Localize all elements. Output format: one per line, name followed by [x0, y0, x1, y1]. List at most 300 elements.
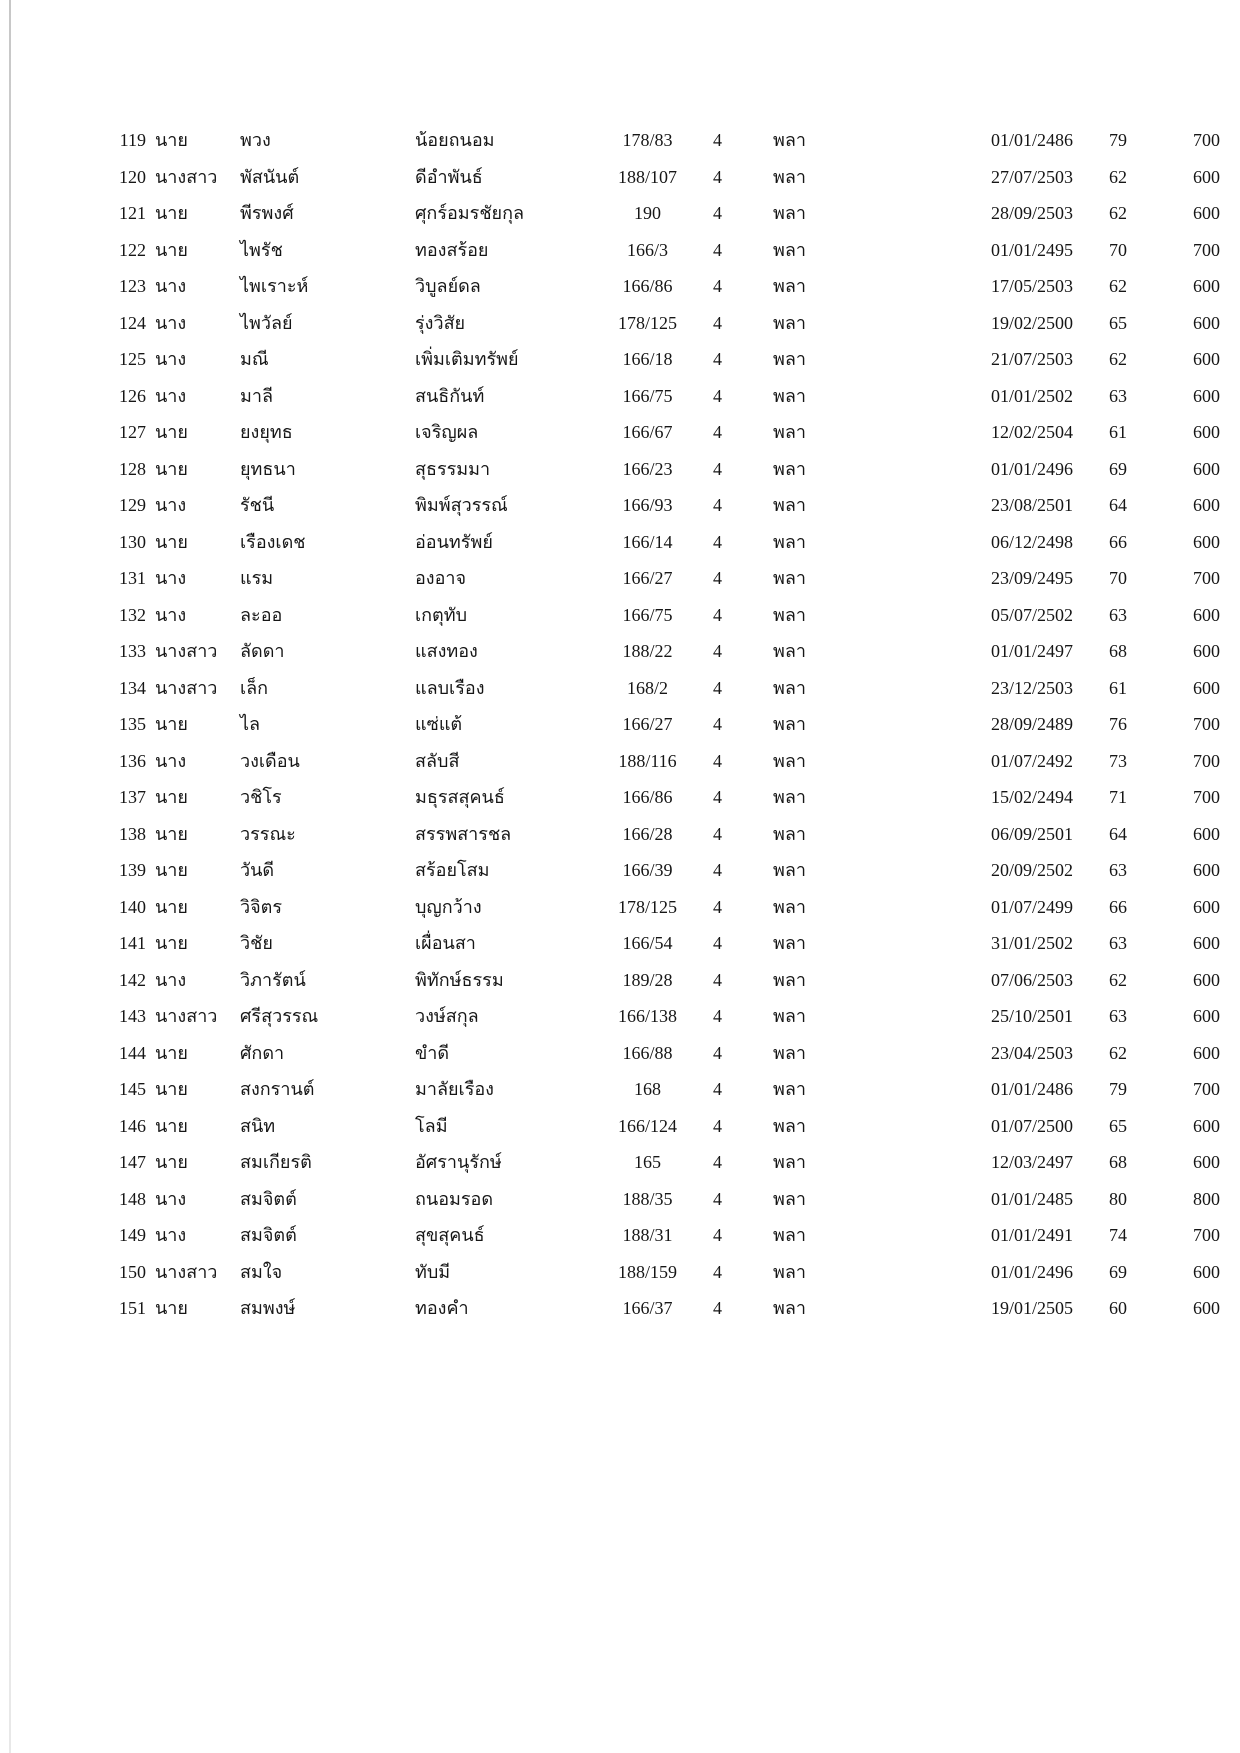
cell-amount: 600 — [1193, 969, 1220, 990]
cell-village: พลา — [772, 1188, 806, 1209]
cell-last-name: สนธิกันท์ — [415, 385, 485, 406]
cell-village: พลา — [772, 385, 806, 406]
cell-amount: 700 — [1193, 239, 1220, 260]
cell-first-name: มณี — [240, 349, 269, 369]
cell-last-name: องอาจ — [415, 568, 467, 588]
cell-age: 63 — [1109, 860, 1127, 880]
cell-amount: 600 — [1193, 495, 1220, 515]
cell-age: 62 — [1109, 203, 1127, 223]
cell-birth-date: 23/09/2495 — [990, 568, 1073, 588]
cell-age: 76 — [1109, 714, 1127, 734]
table-row — [0, 743, 1240, 780]
cell-village: พลา — [772, 130, 806, 150]
cell-house-no: 188/159 — [617, 1261, 677, 1282]
cell-last-name: สุขสุคนธ์ — [415, 1225, 485, 1245]
cell-title: นาง — [155, 969, 187, 990]
cell-age: 61 — [1109, 677, 1127, 698]
cell-moo: 4 — [713, 641, 722, 661]
cell-no: 134 — [119, 677, 146, 698]
cell-no: 128 — [119, 458, 146, 479]
cell-last-name: บุญกว้าง — [415, 896, 482, 917]
cell-house-no: 166/18 — [622, 349, 673, 369]
cell-last-name: อ่อนทรัพย์ — [415, 531, 493, 552]
cell-first-name: รัชนี — [240, 495, 275, 515]
cell-birth-date: 01/07/2500 — [990, 1115, 1073, 1136]
cell-village: พลา — [772, 276, 806, 296]
cell-title: นาย — [155, 1298, 188, 1318]
cell-first-name: ยุทธนา — [240, 458, 296, 479]
cell-village: พลา — [772, 568, 806, 588]
cell-age: 63 — [1109, 933, 1127, 953]
cell-house-no: 189/28 — [622, 969, 673, 990]
cell-no: 119 — [119, 130, 146, 150]
cell-last-name: แลบเรือง — [415, 677, 485, 698]
cell-amount: 600 — [1193, 860, 1220, 880]
cell-moo: 4 — [713, 1115, 722, 1136]
cell-moo: 4 — [713, 239, 722, 260]
table-row — [0, 487, 1240, 524]
cell-title: นาย — [155, 1152, 188, 1172]
cell-amount: 600 — [1193, 933, 1220, 953]
table-row — [0, 706, 1240, 743]
cell-first-name: มาลี — [240, 385, 274, 406]
cell-house-no: 166/27 — [622, 714, 673, 734]
cell-age: 63 — [1109, 1006, 1127, 1026]
cell-birth-date: 28/09/2489 — [990, 714, 1073, 734]
cell-amount: 600 — [1193, 1006, 1220, 1026]
cell-first-name: แรม — [240, 568, 274, 588]
cell-last-name: ขำดี — [415, 1042, 450, 1063]
cell-first-name: วงเดือน — [240, 750, 300, 771]
cell-amount: 700 — [1193, 1225, 1220, 1245]
cell-amount: 600 — [1193, 385, 1220, 406]
cell-moo: 4 — [713, 1298, 722, 1318]
cell-last-name: ดีอำพันธ์ — [415, 166, 483, 187]
cell-age: 70 — [1109, 239, 1127, 260]
cell-first-name: ไล — [240, 714, 261, 734]
cell-moo: 4 — [713, 750, 722, 771]
cell-no: 144 — [119, 1042, 146, 1063]
cell-village: พลา — [772, 1152, 806, 1172]
cell-last-name: สร้อยโสม — [415, 860, 490, 880]
cell-village: พลา — [772, 458, 806, 479]
table-row — [0, 779, 1240, 816]
cell-age: 65 — [1109, 312, 1127, 333]
cell-first-name: สมจิตต์ — [240, 1188, 297, 1209]
cell-moo: 4 — [713, 787, 722, 807]
cell-village: พลา — [772, 531, 806, 552]
cell-birth-date: 01/01/2496 — [990, 1261, 1073, 1282]
cell-first-name: เล็ก — [240, 677, 269, 698]
table-row — [0, 597, 1240, 634]
cell-no: 129 — [119, 495, 146, 515]
cell-first-name: สมเกียรติ — [240, 1152, 312, 1172]
cell-house-no: 166/75 — [622, 385, 673, 406]
cell-amount: 600 — [1193, 312, 1220, 333]
name-list-table — [0, 122, 1240, 1327]
table-row — [0, 816, 1240, 853]
cell-moo: 4 — [713, 276, 722, 296]
cell-title: นาย — [155, 896, 188, 917]
cell-no: 141 — [119, 933, 146, 953]
cell-first-name: ยงยุทธ — [240, 422, 293, 442]
cell-house-no: 188/116 — [618, 750, 677, 771]
cell-title: นาย — [155, 714, 188, 734]
cell-no: 132 — [119, 604, 146, 625]
cell-age: 62 — [1109, 969, 1127, 990]
cell-village: พลา — [772, 896, 806, 917]
cell-amount: 600 — [1193, 604, 1220, 625]
cell-last-name: สลับสี — [415, 750, 460, 771]
table-row — [0, 925, 1240, 962]
cell-amount: 600 — [1193, 677, 1220, 698]
cell-age: 66 — [1109, 896, 1127, 917]
cell-first-name: ศักดา — [240, 1042, 285, 1063]
cell-village: พลา — [772, 312, 806, 333]
cell-village: พลา — [772, 677, 806, 698]
cell-house-no: 188/35 — [622, 1188, 673, 1209]
cell-age: 68 — [1109, 641, 1127, 661]
cell-age: 73 — [1109, 750, 1127, 771]
cell-no: 121 — [119, 203, 146, 223]
cell-last-name: แซ่แต้ — [415, 714, 463, 734]
cell-title: นางสาว — [155, 166, 218, 187]
cell-last-name: โลมี — [415, 1115, 448, 1136]
cell-last-name: แสงทอง — [415, 641, 478, 661]
cell-moo: 4 — [713, 458, 722, 479]
cell-title: นาย — [155, 933, 188, 953]
cell-village: พลา — [772, 969, 806, 990]
cell-house-no: 188/22 — [622, 641, 673, 661]
cell-last-name: รุ่งวิสัย — [415, 312, 466, 333]
cell-village: พลา — [772, 1042, 806, 1063]
cell-age: 64 — [1109, 823, 1127, 844]
table-row — [0, 378, 1240, 415]
cell-no: 123 — [119, 276, 146, 296]
cell-amount: 700 — [1193, 568, 1220, 588]
cell-first-name: สมใจ — [240, 1261, 283, 1282]
cell-moo: 4 — [713, 969, 722, 990]
cell-moo: 4 — [713, 933, 722, 953]
cell-age: 62 — [1109, 166, 1127, 187]
table-row — [0, 341, 1240, 378]
cell-last-name: มาลัยเรือง — [415, 1079, 494, 1099]
cell-house-no: 165 — [634, 1152, 661, 1172]
cell-house-no: 166/86 — [622, 787, 673, 807]
cell-village: พลา — [772, 495, 806, 515]
cell-birth-date: 01/01/2497 — [990, 641, 1073, 661]
table-row — [0, 524, 1240, 561]
cell-village: พลา — [772, 239, 806, 260]
cell-moo: 4 — [713, 385, 722, 406]
cell-moo: 4 — [713, 203, 722, 223]
table-row — [0, 889, 1240, 926]
cell-amount: 600 — [1193, 1298, 1220, 1318]
table-row — [0, 232, 1240, 269]
cell-title: นาย — [155, 203, 188, 223]
cell-last-name: พิทักษ์ธรรม — [415, 969, 504, 990]
cell-house-no: 168/2 — [626, 677, 668, 698]
table-row — [0, 159, 1240, 196]
cell-birth-date: 01/07/2492 — [990, 750, 1073, 771]
cell-age: 63 — [1109, 385, 1127, 406]
cell-house-no: 166/28 — [622, 823, 673, 844]
cell-village: พลา — [772, 1261, 806, 1282]
cell-no: 142 — [119, 969, 146, 990]
cell-age: 62 — [1109, 276, 1127, 296]
cell-title: นาย — [155, 531, 188, 552]
cell-age: 74 — [1109, 1225, 1127, 1245]
cell-birth-date: 15/02/2494 — [990, 787, 1073, 807]
cell-village: พลา — [772, 860, 806, 880]
cell-house-no: 166/14 — [622, 531, 673, 552]
cell-no: 124 — [119, 312, 146, 333]
cell-birth-date: 12/03/2497 — [990, 1152, 1073, 1172]
cell-birth-date: 01/01/2486 — [990, 1079, 1073, 1099]
cell-village: พลา — [772, 787, 806, 807]
cell-village: พลา — [772, 166, 806, 187]
cell-house-no: 166/27 — [622, 568, 673, 588]
cell-birth-date: 01/01/2485 — [990, 1188, 1073, 1209]
cell-no: 143 — [119, 1006, 146, 1026]
cell-title: นางสาว — [155, 677, 218, 698]
cell-amount: 600 — [1193, 203, 1220, 223]
cell-moo: 4 — [713, 166, 722, 187]
cell-village: พลา — [772, 203, 806, 223]
cell-last-name: ทับมี — [415, 1261, 451, 1282]
table-row — [0, 1108, 1240, 1145]
table-row — [0, 852, 1240, 889]
cell-last-name: วิบูลย์ดล — [415, 276, 481, 296]
cell-birth-date: 05/07/2502 — [990, 604, 1073, 625]
cell-house-no: 166/86 — [622, 276, 673, 296]
cell-last-name: เผื่อนสา — [415, 933, 476, 953]
cell-first-name: พีรพงศ์ — [240, 203, 294, 223]
cell-last-name: อัศรานุรักษ์ — [415, 1152, 502, 1172]
table-row — [0, 998, 1240, 1035]
cell-amount: 700 — [1193, 130, 1220, 150]
cell-title: นาย — [155, 458, 188, 479]
cell-moo: 4 — [713, 1225, 722, 1245]
cell-amount: 600 — [1193, 531, 1220, 552]
cell-age: 68 — [1109, 1152, 1127, 1172]
cell-moo: 4 — [713, 1152, 722, 1172]
cell-moo: 4 — [713, 312, 722, 333]
cell-no: 120 — [119, 166, 146, 187]
cell-village: พลา — [772, 823, 806, 844]
cell-age: 79 — [1109, 130, 1127, 150]
table-row — [0, 195, 1240, 232]
cell-title: นาย — [155, 787, 188, 807]
table-row — [0, 670, 1240, 707]
cell-amount: 700 — [1193, 750, 1220, 771]
cell-age: 63 — [1109, 604, 1127, 625]
cell-no: 122 — [119, 239, 146, 260]
cell-title: นาง — [155, 604, 187, 625]
cell-birth-date: 31/01/2502 — [990, 933, 1073, 953]
cell-title: นาง — [155, 1188, 187, 1209]
cell-village: พลา — [772, 1225, 806, 1245]
cell-village: พลา — [772, 1006, 806, 1026]
cell-village: พลา — [772, 714, 806, 734]
cell-moo: 4 — [713, 714, 722, 734]
cell-first-name: วิจิตร — [240, 896, 283, 917]
cell-no: 126 — [119, 385, 146, 406]
cell-title: นางสาว — [155, 1261, 218, 1282]
cell-amount: 600 — [1193, 823, 1220, 844]
cell-title: นาง — [155, 495, 187, 515]
cell-amount: 600 — [1193, 1152, 1220, 1172]
cell-house-no: 188/107 — [617, 166, 677, 187]
cell-first-name: วิชัย — [240, 933, 273, 953]
cell-title: นาง — [155, 750, 187, 771]
cell-birth-date: 12/02/2504 — [990, 422, 1073, 442]
cell-village: พลา — [772, 750, 806, 771]
cell-amount: 800 — [1193, 1188, 1220, 1209]
table-row — [0, 1181, 1240, 1218]
cell-birth-date: 23/08/2501 — [990, 495, 1073, 515]
cell-title: นาย — [155, 1079, 188, 1099]
table-row — [0, 1035, 1240, 1072]
cell-house-no: 166/67 — [622, 422, 673, 442]
cell-first-name: วิภารัตน์ — [240, 969, 306, 990]
cell-first-name: พัสนันต์ — [240, 166, 300, 187]
cell-no: 133 — [119, 641, 146, 661]
cell-last-name: ศุกร์อมรชัยกุล — [415, 203, 525, 223]
cell-house-no: 188/31 — [622, 1225, 673, 1245]
cell-house-no: 166/138 — [617, 1006, 677, 1026]
cell-village: พลา — [772, 641, 806, 661]
cell-age: 69 — [1109, 458, 1127, 479]
table-row — [0, 1254, 1240, 1291]
cell-first-name: ไพเราะห์ — [240, 276, 309, 296]
table-row — [0, 305, 1240, 342]
cell-moo: 4 — [713, 495, 722, 515]
cell-no: 137 — [119, 787, 146, 807]
cell-last-name: ถนอมรอด — [415, 1188, 494, 1209]
cell-title: นางสาว — [155, 641, 218, 661]
cell-title: นาย — [155, 1042, 188, 1063]
cell-house-no: 166/23 — [622, 458, 673, 479]
cell-moo: 4 — [713, 1006, 722, 1026]
cell-moo: 4 — [713, 677, 722, 698]
cell-title: นาย — [155, 1115, 188, 1136]
cell-birth-date: 06/12/2498 — [990, 531, 1073, 552]
cell-no: 138 — [119, 823, 146, 844]
table-row — [0, 451, 1240, 488]
cell-moo: 4 — [713, 1188, 722, 1209]
cell-amount: 600 — [1193, 166, 1220, 187]
table-row — [0, 122, 1240, 159]
cell-last-name: สรรพสารชล — [415, 823, 512, 844]
cell-first-name: ไพรัช — [240, 239, 283, 260]
cell-birth-date: 01/01/2496 — [990, 458, 1073, 479]
cell-amount: 700 — [1193, 714, 1220, 734]
cell-village: พลา — [772, 1298, 806, 1318]
cell-first-name: สนิท — [240, 1115, 276, 1136]
cell-amount: 600 — [1193, 349, 1220, 369]
cell-age: 80 — [1109, 1188, 1127, 1209]
cell-first-name: วรรณะ — [240, 823, 296, 844]
cell-no: 125 — [119, 349, 146, 369]
cell-last-name: เจริญผล — [415, 422, 479, 442]
cell-first-name: ลัดดา — [240, 641, 285, 661]
cell-title: นาง — [155, 276, 187, 296]
cell-no: 149 — [119, 1225, 146, 1245]
cell-birth-date: 21/07/2503 — [990, 349, 1073, 369]
cell-no: 150 — [119, 1261, 146, 1282]
cell-title: นาย — [155, 860, 188, 880]
cell-birth-date: 17/05/2503 — [990, 276, 1073, 296]
cell-first-name: ไพวัลย์ — [240, 312, 293, 333]
cell-birth-date: 06/09/2501 — [990, 823, 1073, 844]
cell-first-name: ศรีสุวรรณ — [240, 1006, 319, 1026]
cell-title: นาง — [155, 568, 187, 588]
table-row — [0, 1071, 1240, 1108]
cell-amount: 600 — [1193, 276, 1220, 296]
cell-age: 69 — [1109, 1261, 1127, 1282]
cell-amount: 700 — [1193, 1079, 1220, 1099]
cell-amount: 600 — [1193, 1042, 1220, 1063]
cell-birth-date: 01/01/2495 — [990, 239, 1073, 260]
cell-birth-date: 07/06/2503 — [990, 969, 1073, 990]
cell-last-name: ทองคำ — [415, 1298, 469, 1318]
cell-first-name: ละออ — [240, 604, 283, 625]
cell-amount: 600 — [1193, 641, 1220, 661]
cell-last-name: วงษ์สกุล — [415, 1006, 479, 1026]
table-row — [0, 1144, 1240, 1181]
cell-birth-date: 19/01/2505 — [990, 1298, 1073, 1318]
cell-birth-date: 23/12/2503 — [990, 677, 1073, 698]
cell-age: 62 — [1109, 349, 1127, 369]
table-row — [0, 560, 1240, 597]
table-row — [0, 1217, 1240, 1254]
cell-village: พลา — [772, 1079, 806, 1099]
cell-age: 66 — [1109, 531, 1127, 552]
cell-no: 139 — [119, 860, 146, 880]
cell-last-name: ทองสร้อย — [415, 239, 489, 260]
cell-moo: 4 — [713, 130, 722, 150]
cell-moo: 4 — [713, 1261, 722, 1282]
cell-house-no: 166/3 — [626, 239, 668, 260]
cell-house-no: 166/39 — [622, 860, 673, 880]
cell-birth-date: 20/09/2502 — [990, 860, 1073, 880]
cell-moo: 4 — [713, 422, 722, 442]
table-row — [0, 414, 1240, 451]
cell-house-no: 190 — [634, 203, 661, 223]
cell-age: 70 — [1109, 568, 1127, 588]
cell-village: พลา — [772, 1115, 806, 1136]
cell-moo: 4 — [713, 896, 722, 917]
cell-house-no: 166/37 — [622, 1298, 673, 1318]
cell-birth-date: 01/01/2486 — [990, 130, 1073, 150]
cell-title: นาง — [155, 312, 187, 333]
cell-age: 60 — [1109, 1298, 1127, 1318]
cell-birth-date: 01/07/2499 — [990, 896, 1073, 917]
cell-first-name: วันดี — [240, 860, 275, 880]
cell-house-no: 178/125 — [617, 312, 677, 333]
cell-last-name: เพิ่มเติมทรัพย์ — [415, 349, 519, 369]
cell-no: 146 — [119, 1115, 146, 1136]
cell-moo: 4 — [713, 531, 722, 552]
table-row — [0, 633, 1240, 670]
cell-age: 65 — [1109, 1115, 1127, 1136]
cell-no: 136 — [119, 750, 146, 771]
cell-house-no: 166/54 — [622, 933, 673, 953]
cell-title: นาย — [155, 130, 188, 150]
cell-house-no: 168 — [634, 1079, 661, 1099]
cell-birth-date: 28/09/2503 — [990, 203, 1073, 223]
